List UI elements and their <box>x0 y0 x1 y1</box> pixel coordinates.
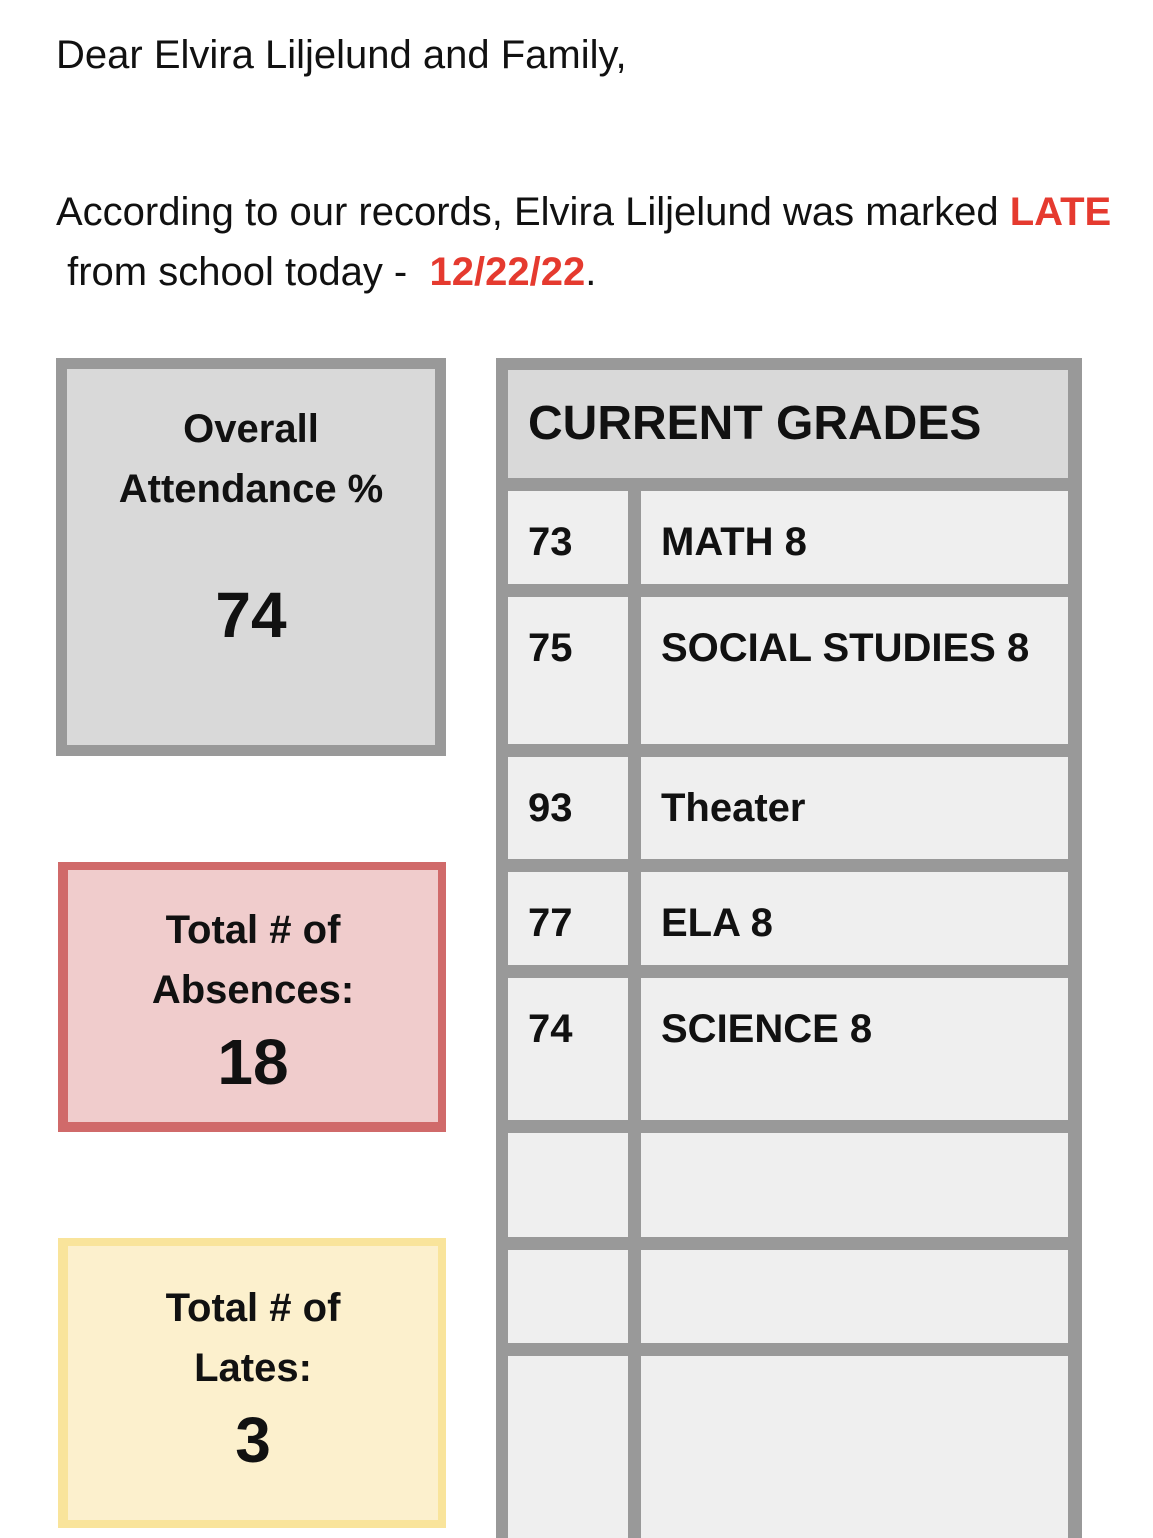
grades-header: CURRENT GRADES <box>508 370 1068 478</box>
message-prefix: According to our records, Elvira Liljelund was marked <box>56 190 1010 234</box>
message-date: 12/22/22 <box>429 250 586 294</box>
absences-box <box>58 862 446 1132</box>
grade-score: 74 <box>508 978 628 1120</box>
absences-label: Total # of Absences: <box>151 908 355 1012</box>
grade-subject: SOCIAL STUDIES 8 <box>641 597 1068 744</box>
late-status: LATE <box>1009 190 1112 234</box>
message-middle: from school today - <box>56 250 430 294</box>
lates-value: 3 <box>235 1404 271 1476</box>
current-grades-table <box>496 358 1082 1538</box>
grade-score: 75 <box>508 597 628 744</box>
grade-subject-empty <box>641 1250 1068 1343</box>
grade-score-empty <box>508 1356 628 1538</box>
grade-score: 77 <box>508 872 628 965</box>
grade-score-empty <box>508 1133 628 1237</box>
message-suffix: . <box>585 250 597 294</box>
grade-subject-empty <box>641 1356 1068 1538</box>
lates-box <box>58 1238 446 1528</box>
grade-score: 93 <box>508 757 628 859</box>
grade-subject: MATH 8 <box>641 491 1068 584</box>
grade-score-empty <box>508 1250 628 1343</box>
attendance-value: 74 <box>215 579 287 651</box>
attendance-message <box>56 182 1116 302</box>
grade-score: 73 <box>508 491 628 584</box>
attendance-label: Overall Attendance % <box>118 407 384 511</box>
absences-value: 18 <box>217 1026 289 1098</box>
grade-subject: ELA 8 <box>641 872 1068 965</box>
grade-subject: SCIENCE 8 <box>641 978 1068 1120</box>
greeting-line: Dear Elvira Liljelund and Family, <box>56 33 627 77</box>
grade-subject: Theater <box>641 757 1068 859</box>
grade-subject-empty <box>641 1133 1068 1237</box>
lates-label: Total # of Lates: <box>165 1286 341 1390</box>
attendance-box <box>56 358 446 756</box>
